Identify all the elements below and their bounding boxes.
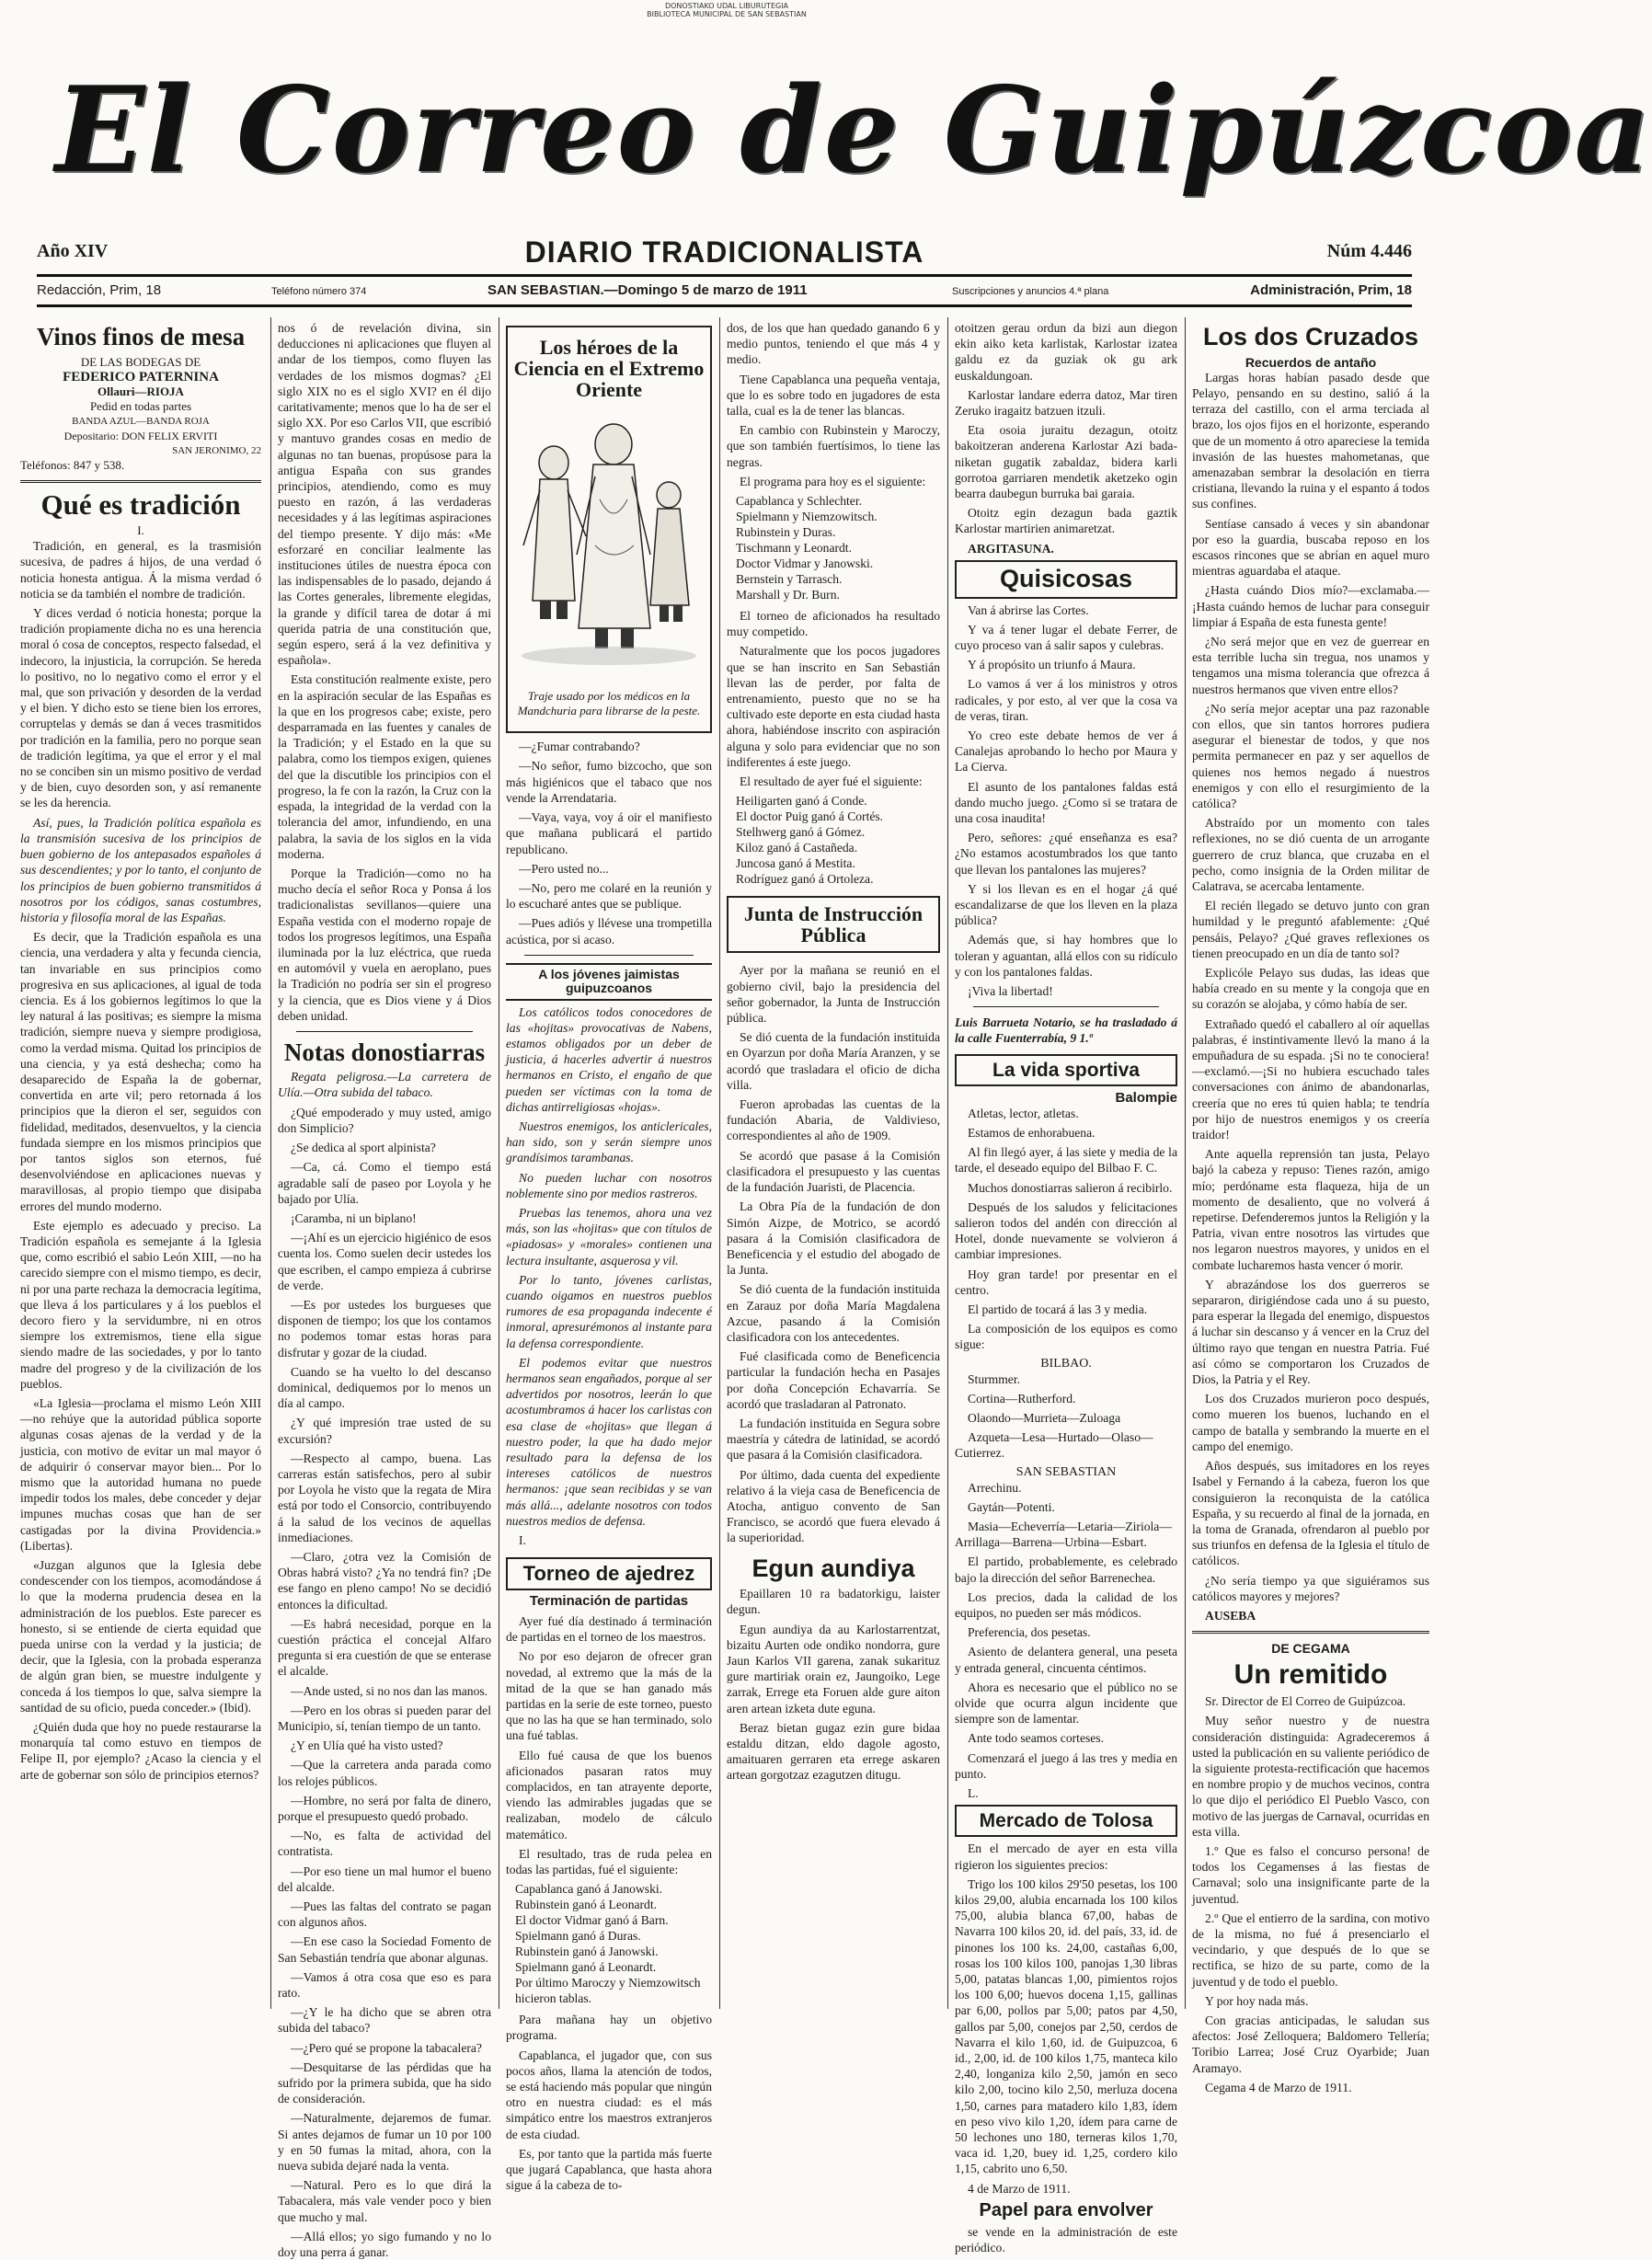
list-item: Stelhwerg ganó á Gómez. (736, 825, 866, 840)
article-numeral: I. (137, 523, 144, 538)
article-paragraph: ¿Quién duda que hoy no puede restaurarse la monarquía tal como estuvo en tiempos de Felipe II, por ejemplo? ¿Acaso la ciencia y el arte de gobernar son sólo de principios eternos? (20, 1720, 261, 1782)
wine-advertisement (20, 324, 261, 473)
dialogue-line: —No, pero me colaré en la reunión y lo escucharé antes que se publique. (506, 880, 712, 912)
article-paragraph: Con gracias anticipadas, le saludan sus afectos: José Zelloquera; Baldomero Tellería; Toribio Larrea; José Cruz Oyarbide; Juan Aramayo. (1192, 2013, 1429, 2075)
newspaper-title: El Correo de Guipúzcoa (55, 62, 1652, 200)
ad-line: SAN JERONIMO, 22 (172, 444, 261, 456)
dialogue-line: —¿Fumar contrabando? (519, 740, 640, 754)
divider (296, 1031, 473, 1032)
ad-line: DE LAS BODEGAS DE (80, 354, 201, 369)
divider (1192, 1631, 1429, 1634)
section-heading: Un remitido (1233, 1659, 1388, 1691)
dialogue-line: —Pero usted no... (519, 861, 609, 876)
article-paragraph: El programa para hoy es el siguiente: (740, 474, 926, 488)
article-paragraph: Asiento de delantera general, una peseta y entrada general, cincuenta céntimos. (955, 1645, 1177, 1675)
section-kicker: DE CEGAMA (1271, 1641, 1350, 1657)
article-paragraph: ¿No será mejor que en vez de guerrear en esta terrible lucha sin tregua, nos unamos y tengamos una misma tolerancia que ofrezca á nuestros hermanos que viven entre ellos? (1192, 634, 1429, 696)
column-4 (727, 320, 940, 2009)
list-item: Spielmann y Niemzowitsch. (736, 510, 878, 524)
telephone: Teléfono número 374 (271, 286, 367, 297)
divider (973, 1006, 1159, 1007)
article-paragraph: Por último, dada cuenta del expediente relativo á la vieja casa de Beneficencia de Atocha, antiguo convento de San Francisco, se acordó que fuera elevado á la superioridad. (727, 1467, 940, 1545)
section-heading: Junta de Instrucción Pública (727, 896, 940, 953)
article-paragraph: El torneo de aficionados ha resultado muy competido. (727, 609, 940, 639)
article-paragraph: El asunto de los pantalones faldas está dando mucho juego. ¿Como si se tratara de una cosa inaudita! (955, 779, 1177, 825)
dialogue-line: —Desquitarse de las pérdidas que ha sufrido por la primera subida, que ha sido de consideración. (278, 2059, 491, 2106)
issue-year: Año XIV (37, 241, 109, 261)
article-paragraph: Epaillaren 10 ra badatorkigu, laister degun. (727, 1587, 940, 1617)
article-paragraph: Ante aquella reprensión tan justa, Pelayo bajó la cabeza y repuso: Tienes razón, amigo mío; perdóname esta flaqueza, hija de un momento de desaliento, que no volverá á repetirse. Defenderemos juntos la Religión y la Patria, vivan entre nosotros las virtudes que nos legaron nuestros mayores, y unidos en el combate lucharemos hasta vencer ó morir. (1192, 1147, 1429, 1272)
column-divider (270, 317, 271, 2009)
article-paragraph: 1.º Que es falso el concurso persona! de todos los Cegamenses á las fiestas de Carnaval; solo una insignificante parte de la juventud. (1192, 1843, 1429, 1906)
article-paragraph: El partido, probablemente, es celebrado bajo la dirección del señor Barrenechea. (955, 1554, 1177, 1585)
article-paragraph: Además que, si hay hombres que lo toleran y aguantan, allá ellos con su ridículo y con los pantalones faldas. (955, 933, 1177, 979)
article-paragraph: Estamos de enhorabuena. (968, 1125, 1096, 1140)
article-paragraph: La Obra Pía de la fundación de don Simón Aizpe, de Motrico, se acordó pasara á la Comisión clasificadora de Beneficencia y el estudio del abogado de la Junta. (727, 1199, 940, 1278)
list-item: Spielmann ganó á Duras. (515, 1929, 641, 1944)
article-paragraph: otoitzen gerau ordun da bizi aun diegon ekin aiko keta karlistak, Karlostar izatea galdu ez da guziak ok gu ark euskaldungoan. (955, 321, 1177, 383)
list-item: Marshall y Dr. Burn. (736, 588, 840, 602)
list-item: Tischmann y Leonardt. (736, 541, 852, 556)
article-paragraph: En cambio con Rubinstein y Maroczy, que son también fuertísimos, lo tiene las negras. (727, 423, 940, 469)
redaccion-address: Redacción, Prim, 18 (37, 282, 162, 298)
article-paragraph: El partido de tocará á las 3 y media. (968, 1302, 1148, 1316)
article-paragraph: Yo creo este debate hemos de ver á Canalejas aprobando lo hecho por Maura y La Cierva. (955, 728, 1177, 774)
section-subheading: Regata peligrosa.—La carretera de Ulía.—Otra subida del tabaco. (278, 1070, 491, 1100)
divider (20, 480, 261, 483)
dialogue-line: —Es por ustedes los burgueses que disponen de tiempo; los que los contamos no podemos tomar estas horas para disfrutar y gozar de la ciudad. (278, 1297, 491, 1359)
column-divider (1185, 317, 1186, 2009)
article-paragraph: Beraz bietan gugaz ezin gure bidaa estaldu ditzan, eldo dagole agosto, amaituaren gerraren eta errege askaren artean gorgotzaz ezagutzen ditugu. (727, 1720, 940, 1783)
article-paragraph: se vende en la administración de este periódico. (955, 2224, 1177, 2254)
article-paragraph: Karlostar landare ederra datoz, Mar tiren Zeruko iragaitz batzuen itzuli. (955, 387, 1177, 419)
article-paragraph: La composición de los equipos es como sigue: (955, 1322, 1177, 1352)
ad-line: Pedid en todas partes (89, 398, 192, 413)
article-paragraph: Sentíase cansado á veces y sin abandonar por eso la guardia, buscaba reposo en los escasos rincones que se abrían en aquel muro mientras aguardaba el ataque. (1192, 516, 1429, 579)
article-paragraph: El resultado, tras de ruda pelea en todas las partidas, fué el siguiente: (506, 1846, 712, 1876)
article-paragraph: Muy señor nuestro y de nuestra consideración distinguida: Agradeceremos á usted la publicación en su valiente periódico de la siguiente protesta-rectificación que hacemos en nombre propio y de muchos vecinos, contra lo que dijo el periódico El Pueblo Vasco, con motivo de las juergas de Carnaval, ocurridas en esta villa. (1192, 1714, 1429, 1839)
list-item: Heiligarten ganó á Conde. (736, 794, 867, 809)
ad-line: Teléfonos: 847 y 538. (20, 457, 125, 472)
section-heading: Egun aundiya (751, 1554, 915, 1582)
masthead-rule-bottom (37, 304, 1412, 307)
feature-heading: Los héroes de la Ciencia en el Extremo Oriente (513, 336, 705, 402)
column-5 (955, 320, 1177, 2254)
article-paragraph: Hoy gran tarde! por presentar en el centro. (955, 1267, 1177, 1297)
article-paragraph: Preferencia, dos pesetas. (968, 1625, 1091, 1640)
article-paragraph: Y va á tener lugar el debate Ferrer, de cuyo proceso van á salir sapos y culebras. (955, 622, 1177, 652)
section-heading: Torneo de ajedrez (506, 1557, 712, 1590)
article-paragraph: Ahora es necesario que el público no se olvide que ocurra algun incidente que siempre son de lamentar. (955, 1680, 1177, 1727)
dialogue-line: —Vaya, vaya, voy á oir el manifiesto que mañana publicará el partido republicano. (506, 810, 712, 856)
section-heading: Notas donostiarras (283, 1038, 486, 1066)
ad-heading: Vinos finos de mesa (36, 323, 246, 350)
dialogue-line: —Naturalmente, dejaremos de fumar. Si antes dejamos de fumar un 10 por 100 y en 50 fumas la mitad, ahora, con la nueva subida dejaré nada la venta. (278, 2111, 491, 2174)
article-paragraph: Cegama 4 de Marzo de 1911. (1205, 2080, 1352, 2094)
article-paragraph: Esta constitución realmente existe, pero en la aspiración secular de las Españas es la que en los progresos cabe; existe, pero desparramada en las fuentes y canales de la Tradición; y el Estado en la que su palabra, como los tiempos exigen, quienes del que la discutible los principios con el progreso, la fe con la razón, la Cruz con la espada, la integridad de la verdad con la tolerancia del amor, infundiendo, en una palabra, la savia de los siglos en la vida moderna. (278, 672, 491, 861)
ad-line: Depositario: DON FELIX ERVITI (63, 429, 218, 442)
article-paragraph: Lo vamos á ver á los ministros y otros radicales, y por esto, al ver que la cosa va de veras, tiran. (955, 677, 1177, 723)
article-paragraph: Sr. Director de El Correo de Guipúzcoa. (1205, 1694, 1406, 1709)
article-paragraph: dos, de los que han quedado ganando 6 y medio puntos, teniendo el que más 4 y medio. (727, 321, 940, 367)
article-paragraph: Trigo los 100 kilos 29'50 pesetas, los 100 kilos 29,00, alubia encarnada los 100 kilos 75,00, alubia blanca 67,00, habas de Navarra 100 kilos 20, id. del país, 33, id. de pinones los 100 ks. 24,00, castañas 6,00, rosas los 100 kilos 100, panojas 1,30 libras 5,00, patatas blancas 1,00, pimientos rojos los 100 6,00; huevos docena 1,15, gallinas par 6,00, pollos par 5,00; patos par 4,50, gallos par 5,00, conejos par 2,50, cerdos de Navarra el kilo 1,60, id. de Guipuzcoa, 6 id., 2,00, id. de 100 kilos 1,75, manteca kilo 2,40, longaniza kilo 2,50, jamón en seco kilo 2,00, tocino kilo 2,50, merluza docena 1,50, carnes para matadero kilo 1,83, ídem en peso vivo kilo 1,20, ídem para carne de 50 lechones uno 180, terneras kilos 1,70, vaca id. 1,20, buey id. 1,25, cordero kilo 1,15, cabrito uno 6,50. (955, 1876, 1177, 2176)
team-lineup: Arrechinu. (968, 1480, 1022, 1495)
library-stamp (579, 2, 874, 18)
masthead-rule-top (37, 274, 1412, 277)
article-paragraph: Y abrazándose los dos guerreros se separaron, dirigiéndose cada uno á su puesto, para esperar la llegada del enemigo, dispuestos á luchar sin descanso y á vencer en la Cruz del último rayo que tengan en nuestra Patria. Fué así cómo se comportaron los Cruzados de Dios, la Patria y el Rey. (1192, 1277, 1429, 1387)
list-item: El doctor Puig ganó á Cortés. (736, 809, 884, 824)
article-paragraph: Atletas, lector, atletas. (968, 1106, 1079, 1120)
article-paragraph: Pero, señores: ¿qué enseñanza es esa? ¿No estamos acostumbrados los que tanto que llevan los pantalones las mujeres? (955, 831, 1177, 877)
article-paragraph: Eta osoia juraitu dezagun, otoitz bakoitzeran anderena Karlostar Azi bada-niketan gugatik zabaldaz, bidera karli gorrotoa garriaren mendetik aketzeko ogin bearra daubegun burruka bai garaia. (955, 423, 1177, 501)
section-subheading: Terminación de partidas (529, 1593, 689, 1610)
article-paragraph: Después de los saludos y felicitaciones salieron todos del andén con dirección al Hotel, donde nuevamente se volvieron á cambiar impresiones. (955, 1199, 1177, 1262)
section-subheading: Recuerdos de antaño (1245, 354, 1377, 370)
article-paragraph: En el mercado de ayer en esta villa rigieron los siguientes precios: (955, 1841, 1177, 1872)
divider (524, 955, 694, 956)
article-paragraph: Ante todo seamos corteses. (968, 1731, 1104, 1746)
results-list (515, 1881, 712, 2006)
article-paragraph: Y dices verdad ó noticia honesta; porque la tradición propiamente dicha no es una herencia moral ó cosa de conceptos, respecto falsedad, el indecoro, la injusticia, la corrupción. Se hereda lo positivo, no lo negativo como el error y el mal, que son privación y desorden de la verdad y el bien. Y dicho esto se tiene bien los errores, corruptelas y demás se dan á veces trasmitidos por tradición en la familia, pero no porque sean de tradición legítima, ya que el error y el mal no se conciben sin un mismo positivo de verdad y de bien, cuyo desorden son, y así remanente se les da herencia. (20, 606, 261, 810)
article-paragraph: Este ejemplo es adecuado y preciso. La Tradición española es semejante á la Iglesia que, como escribió el sabio León XIII, —no ha carecido siempre con el mismo tiempo, es decir, ni por una parte rechaza la democracia legítima, que lleva á los particulares y á los pueblos el decoro fiero y la servidumbre, ni en otros siempre los extremismos, tiene ella sigue siendo madre de las sociedades, y por lo tanto madre del progreso y de la civilización de los pueblos. (20, 1218, 261, 1391)
masthead-subrow (37, 235, 1412, 272)
illustration-drawing (511, 407, 706, 683)
list-item: Rubinstein y Duras. (736, 525, 836, 540)
article-paragraph: Los precios, dada la calidad de los equipos, no pueden ser más módicos. (955, 1589, 1177, 1620)
article-paragraph: Se dió cuenta de la fundación instituida en Oyarzun por doña María Aranzen, y se acordó que trasladara el oficio de dicha villa. (727, 1030, 940, 1092)
dialogue-line: —Natural. Pero es lo que dirá la Tabacalera, más vale vender poco y bien que mucho y mal. (278, 2178, 491, 2224)
article-signature: ARGITASUNA. (968, 541, 1054, 556)
dialogue-line: —Allá ellos; yo sigo fumando y no lo doy una perra á ganar. (278, 2229, 491, 2260)
section-heading: Mercado de Tolosa (955, 1805, 1177, 1837)
team-name: BILBAO. (1040, 1356, 1092, 1371)
dialogue-line: —Vamos á otra cosa que eso es para rato. (278, 1969, 491, 2001)
article-paragraph: «La Iglesia—proclama el mismo León XIII—no rehúye que la autoridad pública soporte algunas cosas ajenas de la verdad y de la justicia, con motivo de evitar un mal mayor ó de adquirir ó conservar mayor bien... Por lo mismo que la autoridad humana no puede impedir todos los males, debe conceder y dejar impunes muchas cosas que han de ser castigadas por la divina Providencia.» (Libertas). (20, 1396, 261, 1553)
article-paragraph: Así, pues, la Tradición política española es la transmisión sucesiva de los principios de buen gobierno de los antepasados españoles á sus descendientes; y por lo tanto, el conjunto de los principios de buen gobierno transmitidos á nosotros por los códigos, sanas costumbres, historia y filosofía moral de las Españas. (20, 815, 261, 924)
column-divider (947, 317, 948, 2009)
article-paragraph: Tradición, en general, es la trasmisión sucesiva, de padres á hijos, de una verdad ó noticia honesta antigua. Á la misma verdad ó noticia se da también el nombre de tradición. (20, 539, 261, 601)
article-paragraph: Otoitz egin dezagun bada gaztik Karlostar martirien animaretzat. (955, 506, 1177, 536)
dialogue-line: Cuando se ha vuelto lo del descanso dominical, dediquemos por lo menos un día al campo. (278, 1364, 491, 1411)
article-paragraph: Por lo tanto, jóvenes carlistas, cuando oigamos en nuestros pueblos rumores de esa propaganda indecente é inmoral, apresurémonos al instante para la defensa correspondiente. (506, 1272, 712, 1350)
stamp-line-2: BIBLIOTECA MUNICIPAL DE SAN SEBASTIAN (647, 10, 807, 18)
section-heading: La vida sportiva (955, 1054, 1177, 1086)
article-paragraph: Largas horas habían pasado desde que Pelayo, pensando en su destino, salió á la terraza del castillo, con el arma terciada al brazo, los ojos fijos en el horizonte, esperando que de un momento á otro apareciese la temida invasión de las huestes mahometanas, que amenazaban sembrar la desolación en tierra cristiana, llevando la ruina y el espanto á todos sus confines. (1192, 370, 1429, 511)
article-paragraph: El resultado de ayer fué el siguiente: (740, 774, 923, 789)
article-paragraph: Muchos donostiarras salieron á recibirlo. (968, 1180, 1173, 1195)
article-paragraph: ¿No sería mejor aceptar una paz razonable con ellos, que sin tantos horrores pudiera asegurar el bienestar de todos, y que nos permita permanecer en paz y ser aquellos de quienes nos hemos negado á nuestros enemigos y con ello el resurgimiento de la católica? (1192, 701, 1429, 810)
article-paragraph: Los dos Cruzados murieron poco después, como mueren los buenos, luchando en el campo de batalla y sembrando la muerte en el campo del enemigo. (1192, 1392, 1429, 1453)
article-paragraph: Extrañado quedó el caballero al oír aquellas palabras, é instintivamente llevó la mano á la empuñadura de su espada. ¡Si no te conociera!—exclamó.—¡Si no hubiera escuchado tales conversaciones con ánimo de abandonarlas, creería que no eres tú quien habla; te tendría por hijo de nuestros enemigos y os creería traidor! (1192, 1016, 1429, 1142)
section-heading: A los jóvenes jaimistas guipuzcoanos (506, 963, 712, 1001)
article-paragraph: Al fin llegó ayer, á las siete y media de la tarde, el deseado equipo del Bilbao F. C. (955, 1145, 1177, 1176)
list-item: Capablanca y Schlechter. (736, 494, 863, 509)
column-1 (20, 320, 261, 2009)
dialogue-line: ¿Qué empoderado y muy usted, amigo don Simplicio? (278, 1105, 491, 1135)
article-paragraph: Fueron aprobadas las cuentas de la fundación Abaria, de Valdivieso, correspondientes al año de 1909. (727, 1097, 940, 1143)
column-6 (1192, 320, 1429, 2094)
team-lineup: Olaondo—Murrieta—Zuloaga (968, 1410, 1121, 1425)
article-paragraph: «Juzgan algunos que la Iglesia debe condescender con los tiempos, acomodándose á lo que la moderna prudencia desea en la administración de los pueblos. Este parecer es honesto, si se entiende de cierta equidad que pueda unirse con la verdad y la justicia; de decir, que la Iglesia, con la probada esperanza de algún gran bien, se muestre indulgente y conceda á los tiempos lo que, salva siempre la santidad de su oficio, pueda conceder.» (Ibid). (20, 1558, 261, 1715)
column-3 (506, 320, 712, 2193)
article-paragraph: Pruebas las tenemos, ahora una vez más, son las «hojitas» que con títulos de «piadosas» y «morales» contienen una lectura insultante, asquerosa y vil. (506, 1205, 712, 1268)
team-lineup: Masia—Echeverría—Letaria—Ziriola—Arrillaga—Barrena—Urbina—Esbart. (955, 1519, 1172, 1550)
list-item: Doctor Vidmar y Janowski. (736, 556, 874, 571)
dialogue-line: —Hombre, no será por falta de dinero, porque el presupuesto quedó probado. (278, 1793, 491, 1824)
dialogue-line: ¿Se dedica al sport alpinista? (291, 1141, 436, 1155)
dialogue-line: —No, es falta de actividad del contratista. (278, 1829, 491, 1859)
article-paragraph: Años después, sus imitadores en los reyes Isabel y Fernando á la cabeza, fueron los que consiguieron la reconquista de la católica España, y su recuerdo al final de la jornada, en la toma de Granada, ofrendaron al pueblo por sus triunfos en defensa de la Iglesia el título de católicos. (1192, 1459, 1429, 1568)
list-item: Spielmann ganó á Leonardt. (515, 1960, 657, 1975)
article-signature: L. (968, 1786, 979, 1801)
article-paragraph: Egun aundiya da au Karlostarrentzat, bizaitu Aurten ode ondiko nondorra, gure Jaun Karlos VII garena, zanak sukarituz gure martiriak orain ez, Jaungoiko, Lege zarrak, Errege eta Foruen alde gure aiton aren artean izketa dute eguna. (727, 1622, 940, 1715)
tagline: DIARIO TRADICIONALISTA (524, 235, 924, 269)
list-item: Rubinstein ganó á Janowski. (515, 1945, 659, 1959)
dialogue-line: —En ese caso la Sociedad Fomento de San Sebastián tendría que abonar algunas. (278, 1934, 491, 1965)
dialogue-line: ¿Y en Ulía qué ha visto usted? (291, 1738, 443, 1753)
article-paragraph: Ello fué causa de que los buenos aficionados pasaran ratos muy complacidos, en tan atrayente deporte, viendo las admirables jugadas que se realizaban, modelo de cálculo matemático. (506, 1748, 712, 1841)
article-paragraph: Comenzará el juego á las tres y media en punto. (955, 1750, 1177, 1781)
article-paragraph: Y á propósito un triunfo á Maura. (968, 658, 1136, 672)
list-item: Kiloz ganó á Castañeda. (736, 841, 858, 855)
article-paragraph: Tiene Capablanca una pequeña ventaja, que lo es sobre todo en jugadores de esta talla, cual es la de tener las blancas. (727, 372, 940, 419)
dialogue-line: —¡Ahí es un ejercicio higiénico de esos cuenta los. Como suelen decir ustedes los que escriben, el campo empieza á cubrirse de verde. (278, 1231, 491, 1292)
dialogue-line: —Ande usted, si no nos dan las manos. (291, 1683, 488, 1698)
article-paragraph: Los católicos todos conocedores de las «hojitas» provocativas de Nabens, estamos obligados por un deber de justicia, á hacerles advertir á nuestros hermanos en Cristo, el engaño de que pueden ser víctimas con la toma de dichas antirreligiosas «hojas». (506, 1004, 712, 1114)
issue-number: Núm 4.446 (1326, 241, 1412, 261)
article-signature: I. (519, 1533, 526, 1547)
ad-line: FEDERICO PATERNINA (63, 369, 219, 384)
article-paragraph: Ayer fué día destinado á terminación de partidas en el torneo de los maestros. (506, 1613, 712, 1645)
section-heading: Papel para envolver (979, 2199, 1153, 2220)
article-paragraph: Porque la Tradición—como no ha mucho decía el señor Roca y Ponsa á los tradicionalistas sevillanos—quiere una España vestida con el moderno ropaje de todos los progresos legítimos, una España iluminada por la luz eléctrica, que rueda en automóvil y vuela en aeroplano, pues la Tradición no podría ser sin el progreso y la ciencia, que es Dios viene y á Dios deben unidad. (278, 866, 491, 1023)
ad-line: BANDA AZUL—BANDA ROJA (72, 415, 210, 427)
dateline: SAN SEBASTIAN.—Domingo 5 de marzo de 1911 (488, 282, 808, 298)
info-line (37, 282, 1412, 303)
article-paragraph: Y si los llevan es en el hogar ¿á qué escandalizarse de que los lleven en la plaza pública? (955, 881, 1177, 928)
dialogue-line: —Es habrá necesidad, porque en la cuestión práctica el concejal Alfaro pregunta si era cuestión de que se enterase el alcalde. (278, 1616, 491, 1679)
list-item: Juncosa ganó á Mestita. (736, 856, 855, 871)
article-heading: Qué es tradición (40, 488, 241, 521)
subscriptions-note: Suscripciones y anuncios 4.ª plana (952, 286, 1109, 297)
list-item: Bernstein y Tarrasch. (736, 572, 843, 587)
notary-advertisement: Luis Barrueta Notario, se ha trasladado á la calle Fuenterrabía, 9 1.º (955, 1015, 1177, 1046)
dialogue-line: —No señor, fumo bizcocho, que son más higiénicos que el tabaco que nos vende la Arrendataria. (506, 759, 712, 805)
article-paragraph: El recién llegado se detuvo junto con gran humildad y le preguntó afablemente: ¿Qué pensáis, Pelayo? ¿Qué graves reflexiones os tienen preocupado en un día de tanto sol? (1192, 899, 1429, 960)
article-paragraph: 4 de Marzo de 1911. (968, 2181, 1071, 2196)
list-item: El doctor Vidmar ganó á Barn. (515, 1913, 669, 1928)
illustrated-feature-box (506, 326, 712, 733)
list-item: Rodríguez ganó á Ortoleza. (736, 872, 874, 887)
dialogue-line: —Pues adiós y llévese una trompetilla acústica, por si acaso. (506, 916, 712, 946)
article-paragraph: ¿Hasta cuándo Dios mío?—exclamaba.—¡Hasta cuándo hemos de luchar para conseguir limpiar á España de esta funesta gente! (1192, 583, 1429, 629)
team-lineup: Azqueta—Lesa—Hurtado—Olaso—Cutierrez. (955, 1430, 1153, 1461)
team-lineup: Sturmmer. (968, 1371, 1021, 1386)
article-paragraph: La fundación instituida en Segura sobre maestría y cátedra de latinidad, se acordó que pasara á la Comisión clasificadora. (727, 1416, 940, 1463)
administracion-address: Administración, Prim, 18 (1250, 282, 1412, 298)
section-heading: Los dos Cruzados (1202, 323, 1419, 350)
section-subheading: Balompie (1115, 1089, 1177, 1106)
article-paragraph: Ayer por la mañana se reunió en el gobierno civil, bajo la presidencia del señor gobernador, la Junta de Instrucción pública. (727, 963, 940, 1026)
column-divider (719, 317, 720, 2009)
plague-doctors-illustration (511, 407, 706, 683)
dialogue-line: ¡Caramba, ni un biplano! (291, 1210, 417, 1225)
article-paragraph: Abstraído por un momento con tales reflexiones, no se dió cuenta de un arrogante guerrero de cruz blanca, que cruzaba en el pecho, como insignia de la Orden militar de Calatrava, se acercaba lentamente. (1192, 816, 1429, 893)
article-paragraph: Van á abrirse las Cortes. (968, 602, 1089, 617)
article-paragraph: Naturalmente que los pocos jugadores que se han inscrito en San Sebastián llevan las de perder, por falta de entrenamiento, puesto que no se ha cultivado este deporte en esta ciudad hasta ahora, habiéndose inscrito con aspiración alguna y solo para evidenciar que no son indiferentes á este juego. (727, 644, 940, 769)
stamp-line-1: DONOSTIAKO UDAL LIBURUTEGIA (664, 2, 789, 10)
article-paragraph: nos ó de revelación divina, sin deducciones ni aplicaciones que fluyen al andar de los tiempos, como fluyen las verdades de los mismos dogmas? ¿El siglo XIX no es el siglo XVI? en él dijo caritativamente; menos que lo ha de ser el siglo XX. Por eso Carlos VII, que escribió y mantuvo grandes cosas en medio de algunas no tan buenas, propúsose para la antigua España con sus grandes principios, atendiendo, como es muy puesto en razón, á las verdaderas necesidades y á las legítimas aspiraciones del tiempo presente. Y dijo más: «Me esforzaré en conciliar lealmente las instituciones útiles de nuestra época con las indispensables de lo pasado, dejando á las Cortes generales, libremente elegidas, la grande y difícil tarea de dotar á mi querida patria de una constitución que, según espero, será á la vez definitiva y española». (278, 321, 491, 668)
article-paragraph: Se dió cuenta de la fundación instituida en Zarauz por doña María Magdalena Azcue, pasando á la Comisión clasificadora con los antecedentes. (727, 1282, 940, 1344)
dialogue-line: —¿Pero qué se propone la tabacalera? (291, 2040, 482, 2055)
article-paragraph: Explicóle Pelayo sus dudas, las ideas que había creado en su mente y la congoja que en su corazón se alojaba, y cómo había de ser. (1192, 966, 1429, 1012)
column-2 (278, 320, 491, 2260)
article-paragraph: Para mañana hay un objetivo programa. (506, 2013, 712, 2043)
article-paragraph: Es decir, que la Tradición española es una ciencia, una verdadera y alta y fecunda ciencia, tan invariable en sus principios como progresiva en sus aplicaciones, al igual de toda ciencia. Es á los gobiernos legítimos lo que la ley natural á las positivas; es siempre la misma tradición, siempre nueva y siempre prodigiosa, como la verdad misma. Quitad los principios de una ciencia, y ya está deshecha; como ha desaparecido de España la de gobernar, convertida en arte vil; pero retornada á los principios que la dieron el ser, seguidos con fidelidad, meditados, desenvueltos, y la ciencia fundada siempre en los mismos principios que por tantos siglos son eternos, fué desenvolviéndose en aplicaciones nuevas y maravillosas, al propio tiempo que disipaba errores del mundo moderno. (20, 930, 261, 1213)
article-paragraph: Nuestros enemigos, los anticlericales, han sido, son y serán siempre unos grandísimos tarambanas. (506, 1119, 712, 1165)
article-paragraph: No pueden luchar con nosotros noblemente sino por medios rastreros. (506, 1170, 712, 1200)
article-paragraph: Capablanca, el jugador que, con sus pocos años, llama la atención de todos, se está haciendo más popular que ningún otro en nuestra ciudad: es el más simpático entre los maestros extranjeros de esta ciudad. (506, 2048, 712, 2141)
article-signature: AUSEBA (1205, 1608, 1256, 1623)
article-paragraph: 2.º Que el entierro de la sardina, con motivo de la misma, no fué á presenciarlo el vecindario, y que después de lo que se rectifica, se hizo de su parte, como de la juventud y de todo el pueblo. (1192, 1910, 1429, 1989)
dialogue-line: —Claro, ¿otra vez la Comisión de Obras habrá visto? ¿Ya no tendrá fin? ¡De ese fango en pleno campo! No se decidió entonces la dificultad. (278, 1549, 491, 1612)
section-heading: Quisicosas (955, 560, 1177, 599)
article-paragraph: Fué clasificada como de Beneficencia particular la fundación hecha en Pasajes por doña Concepción Echavarría. Se acordó que trasladaran al Patronato. (727, 1349, 940, 1411)
program-list (736, 493, 940, 602)
list-item: Capablanca ganó á Janowski. (515, 1882, 663, 1897)
masthead (55, 18, 1652, 244)
article-paragraph: Es, por tanto que la partida más fuerte que jugará Capablanca, que hasta ahora sigue á la cabeza de to- (506, 2146, 712, 2193)
dialogue-line: —Que la carretera anda parada como los relojes públicos. (278, 1758, 491, 1788)
illustration-caption: Traje usado por los médicos en la Mandchuria para librarse de la peste. (517, 689, 701, 718)
article-paragraph: El podemos evitar que nuestros hermanos sean engañados, porque al ser advertidos por nosotros, leerán lo que acostumbramos á hacer los carlistas con esa clase de «hojitas» que llegan á nuestro poder, la que ha dado mejor resultado para la defensa de los intereses católicos de nuestros hermanos: ¡que sean recibidas y se van más allá..., adelante nosotros con todos nuestros medios de defensa. (506, 1355, 712, 1528)
team-name: SAN SEBASTIAN (1015, 1464, 1117, 1479)
list-item: Por último Maroczy y Niemzowitsch hicieron tablas. (515, 1976, 701, 2006)
team-lineup: Cortina—Rutherford. (968, 1391, 1076, 1405)
dialogue-line: —Pero en los obras si pueden parar del Municipio, sí, tenían tiempo de un tanto. (278, 1703, 491, 1733)
results-list (736, 793, 940, 887)
dialogue-line: —Respecto al campo, buena. Las carreras están satisfechos, pero al subir por Loyola he visto que la regata de Mira está por todo el Consorcio, contribuyendo á la salud de los vecinos de aquellas inmediaciones. (278, 1451, 491, 1544)
dialogue-line: ¿Y qué impresión trae usted de su excursión? (278, 1416, 491, 1446)
article-paragraph: ¡Viva la libertad! (968, 984, 1053, 998)
dialogue-line: —Por eso tiene un mal humor el bueno del alcalde. (278, 1864, 491, 1894)
article-paragraph: ¿No sería tiempo ya que siguiéramos sus católicos mayores y mejores? (1192, 1573, 1429, 1603)
dialogue-line: —¿Y le ha dicho que se abren otra subida del tabaco? (278, 2005, 491, 2036)
article-paragraph: Se acordó que pasase á la Comisión clasificadora el presupuesto y las cuentas de la fundación Juaristi, de Placencia. (727, 1148, 940, 1195)
dialogue-line: —Pues las faltas del contrato se pagan con algunos años. (278, 1899, 491, 1930)
team-lineup: Gaytán—Potenti. (968, 1499, 1055, 1514)
list-item: Rubinstein ganó á Leonardt. (515, 1898, 658, 1912)
article-paragraph: Y por hoy nada más. (1205, 1993, 1309, 2008)
ad-line: Ollauri—RIOJA (98, 384, 184, 398)
article-paragraph: No por eso dejaron de ofrecer gran novedad, al extremo que la más de la mitad de la que se han ganado más partidas en la serie de este torneo, puesto que no las ha que se han terminado, solo una fué tablas. (506, 1649, 712, 1743)
dialogue-line: —Ca, cá. Como el tiempo está agradable salí de paseo por Loyola y he bajado por Ulía. (278, 1160, 491, 1206)
